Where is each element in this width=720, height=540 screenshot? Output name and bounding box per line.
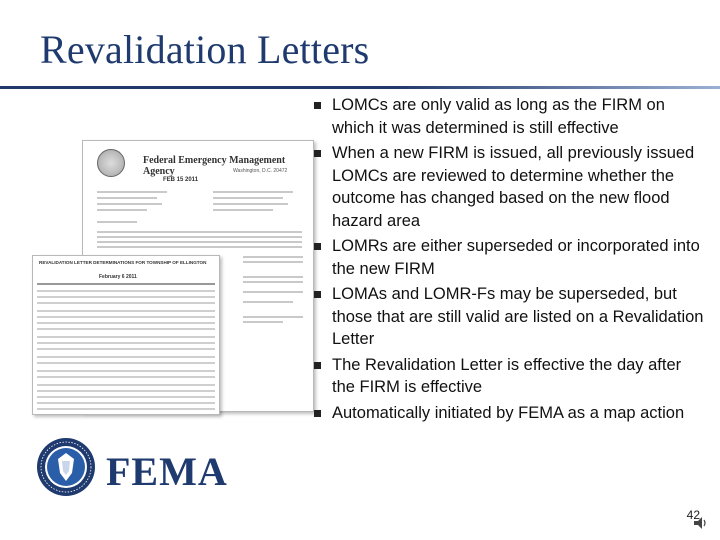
bullet-text: LOMCs are only valid as long as the FIRM on which it was determined is still effective [332,96,665,137]
bullet-text: The Revalidation Letter is effective the day after the FIRM is effective [332,355,682,396]
square-bullet-icon [314,150,321,157]
slide-title: Revalidation Letters [40,27,370,72]
fema-wordmark: FEMA [106,449,228,494]
table-title: REVALIDATION LETTER DETERMINATIONS FOR TOWNSHIP OF ELLINGTON [39,260,207,265]
letter-heading: Federal Emergency Management Agency [143,155,286,177]
letter-seal-icon [97,149,125,177]
square-bullet-icon [314,410,321,417]
square-bullet-icon [314,243,321,250]
bullet-text: LOMAs and LOMR-Fs may be superseded, but those that are still valid are listed on a Revalidation Letter [332,285,704,348]
dhs-seal-icon [36,437,96,497]
revalidation-table-image [32,255,220,415]
bullet-list [314,94,706,427]
bullet-text: LOMRs are either superseded or incorporated into the new FIRM [332,237,700,278]
audio-speaker-icon[interactable] [692,514,710,532]
bullet-item [314,283,706,351]
table-date: February 6 2011 [99,274,137,280]
square-bullet-icon [314,102,321,109]
bullet-text: Automatically initiated by FEMA as a map action [332,403,685,422]
bullet-item [314,354,706,399]
bullet-item [314,402,706,425]
letter-date: FEB 15 2011 [163,177,199,183]
square-bullet-icon [314,362,321,369]
bullet-item [314,94,706,139]
bullet-item [314,235,706,280]
letter-location: Washington, D.C. 20472 [233,168,288,174]
bullet-text: When a new FIRM is issued, all previously issued LOMCs are reviewed to determine whether the outcome has changed based on the new flood hazard area [332,144,695,230]
bullet-item [314,142,706,232]
title-divider [0,86,720,89]
square-bullet-icon [314,291,321,298]
page-number: 42 [686,508,700,522]
